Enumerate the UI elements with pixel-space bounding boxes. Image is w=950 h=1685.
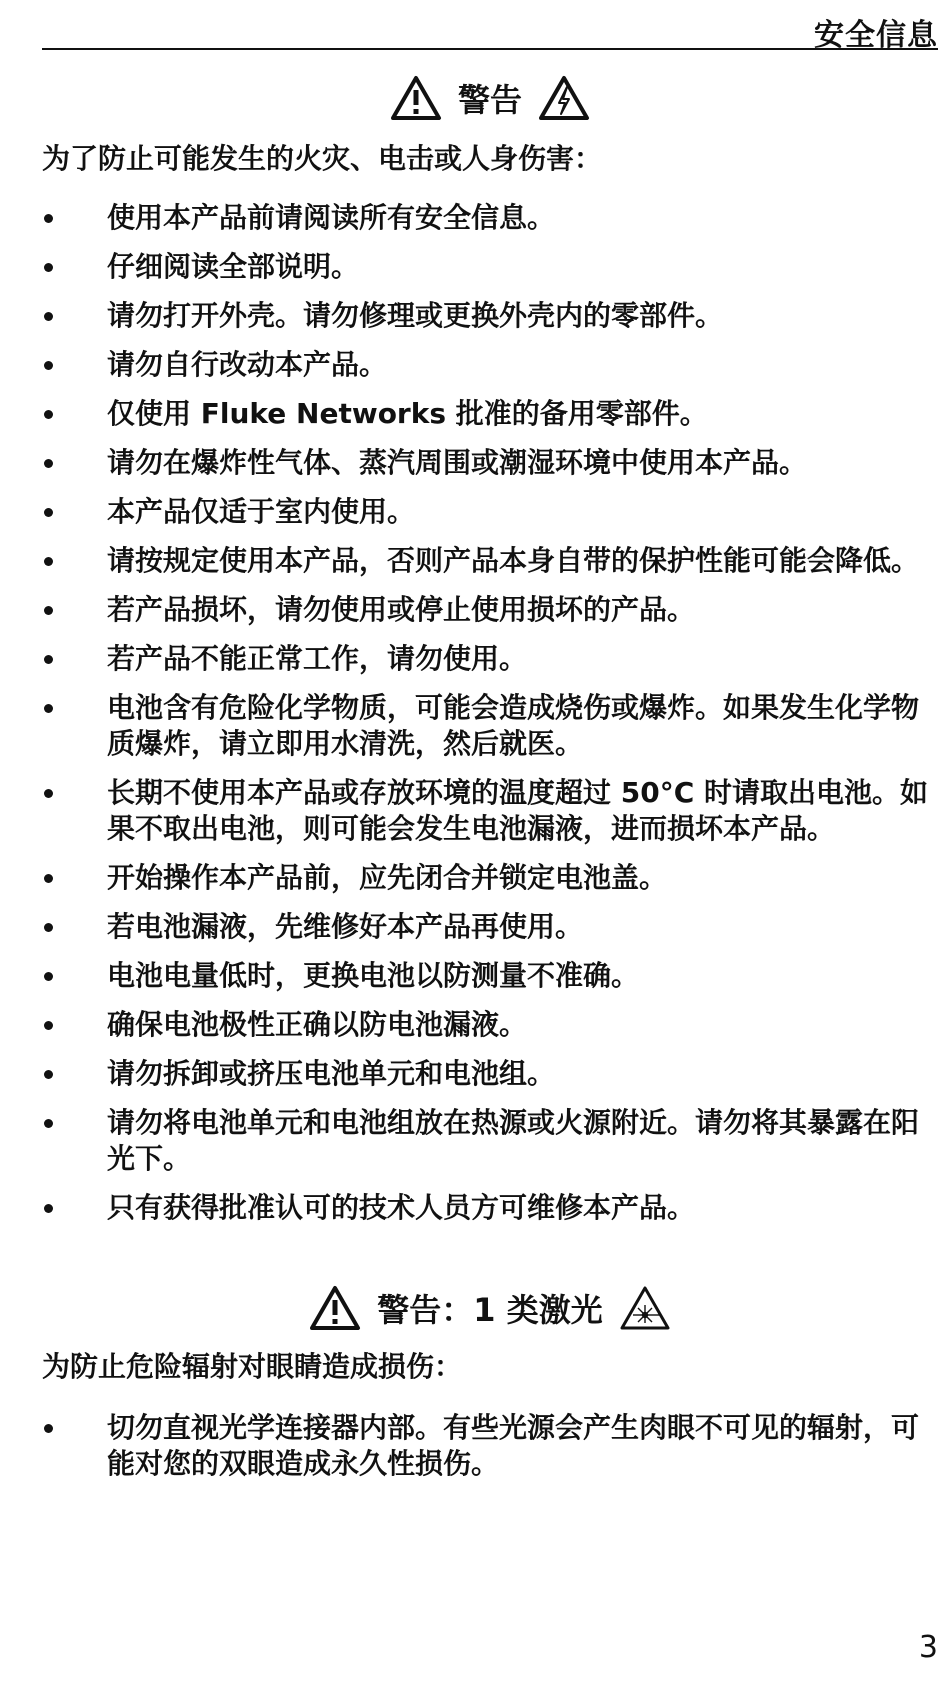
list-item: 若产品不能正常工作，请勿使用。	[42, 641, 938, 677]
page-header	[42, 8, 938, 53]
warning-heading	[42, 75, 938, 121]
list-item: 若电池漏液，先维修好本产品再使用。	[42, 909, 938, 945]
bullet	[44, 214, 53, 223]
list-item: 使用本产品前请阅读所有安全信息。	[42, 200, 938, 236]
list-item: 请勿将电池单元和电池组放在热源或火源附近。请勿将其暴露在阳光下。	[42, 1105, 938, 1177]
list-item: 请勿拆卸或挤压电池单元和电池组。	[42, 1056, 938, 1092]
list-item: 请按规定使用本产品，否则产品本身自带的保护性能可能会降低。	[42, 543, 938, 579]
laser-warning-title: 警告：1 类激光	[377, 1291, 603, 1329]
bullet	[44, 1204, 53, 1213]
warning-title: 警告	[457, 81, 522, 119]
list-item: 确保电池极性正确以防电池漏液。	[42, 1007, 938, 1043]
list-item: 若产品损坏，请勿使用或停止使用损坏的产品。	[42, 592, 938, 628]
list-item: 请勿打开外壳。请勿修理或更换外壳内的零部件。	[42, 298, 938, 334]
list-item: 切勿直视光学连接器内部。有些光源会产生肉眼不可见的辐射，可能对您的双眼造成永久性损伤。	[42, 1410, 938, 1482]
bullet	[44, 263, 53, 272]
warning-triangle-icon	[390, 75, 442, 121]
bullet	[44, 410, 53, 419]
bullet	[44, 655, 53, 664]
bullet	[44, 606, 53, 615]
laser-warning-list	[42, 1410, 938, 1495]
list-item: 请勿自行改动本产品。	[42, 347, 938, 383]
bullet	[44, 459, 53, 468]
bullet	[44, 874, 53, 883]
list-item: 请勿在爆炸性气体、蒸汽周围或潮湿环境中使用本产品。	[42, 445, 938, 481]
list-item: 只有获得批准认可的技术人员方可维修本产品。	[42, 1190, 938, 1226]
laser-radiation-icon	[619, 1285, 671, 1331]
bullet	[44, 1119, 53, 1128]
bullet	[44, 312, 53, 321]
electric-shock-icon	[538, 75, 590, 121]
bullet	[44, 704, 53, 713]
page-number: 3	[918, 1630, 938, 1665]
bullet	[44, 972, 53, 981]
document-page	[42, 0, 938, 1685]
bullet	[44, 923, 53, 932]
bullet	[44, 557, 53, 566]
list-item: 仔细阅读全部说明。	[42, 249, 938, 285]
bullet	[44, 789, 53, 798]
bullet	[44, 1021, 53, 1030]
bullet	[44, 508, 53, 517]
list-item: 开始操作本产品前，应先闭合并锁定电池盖。	[42, 860, 938, 896]
list-item: 电池含有危险化学物质，可能会造成烧伤或爆炸。如果发生化学物质爆炸，请立即用水清洗，然后就医。	[42, 690, 938, 762]
list-item: 本产品仅适于室内使用。	[42, 494, 938, 530]
section-title: 安全信息	[814, 18, 938, 53]
list-item: 长期不使用本产品或存放环境的温度超过 50°C 时请取出电池。如果不取出电池，则可能会发生电池漏液，进而损坏本产品。	[42, 775, 938, 847]
laser-warning-heading	[42, 1285, 938, 1331]
warning-list	[42, 200, 938, 1239]
list-item: 电池电量低时，更换电池以防测量不准确。	[42, 958, 938, 994]
warning-intro: 为了防止可能发生的火灾、电击或人身伤害：	[42, 142, 603, 175]
bullet	[44, 1070, 53, 1079]
laser-warning-intro: 为防止危险辐射对眼睛造成损伤：	[42, 1350, 463, 1383]
warning-triangle-icon	[309, 1285, 361, 1331]
list-item: 仅使用 Fluke Networks 批准的备用零部件。	[42, 396, 938, 432]
bullet	[44, 1424, 53, 1433]
bullet	[44, 361, 53, 370]
